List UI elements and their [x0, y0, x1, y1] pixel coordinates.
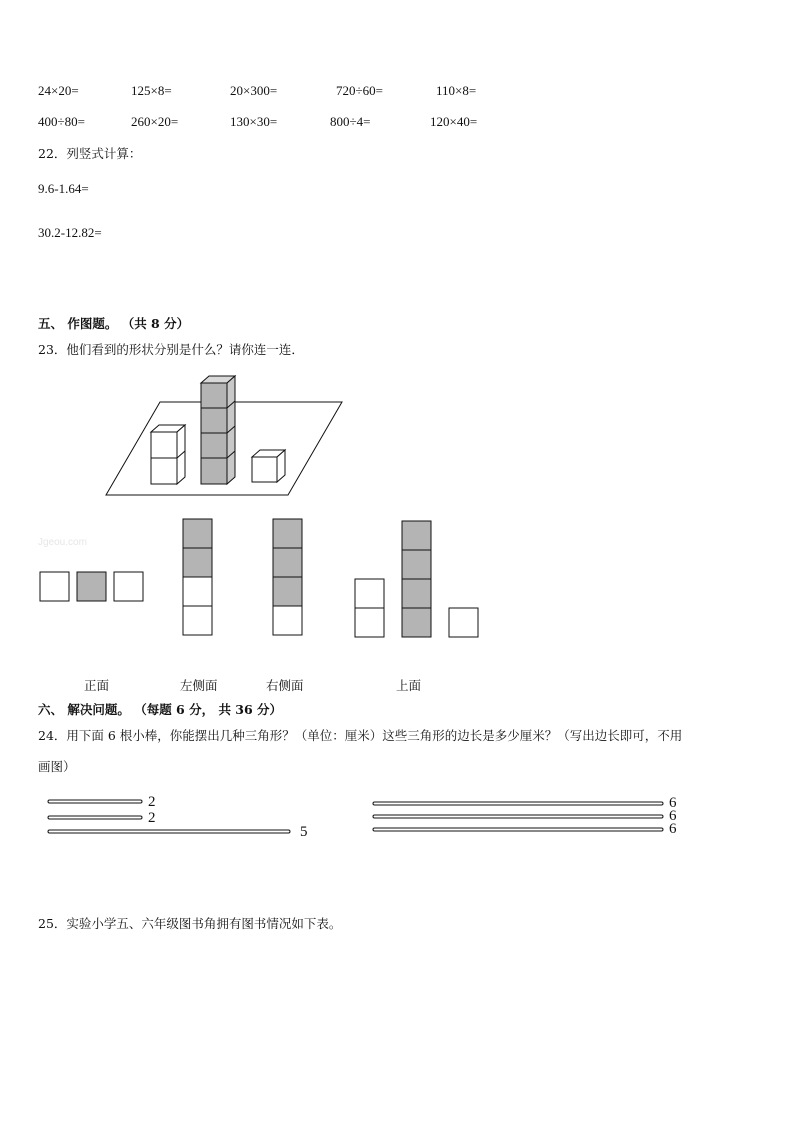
question-24-text-cont: 画图）: [38, 759, 76, 774]
calc-item: 125×8=: [131, 83, 172, 98]
view-label-front: 正面: [84, 678, 110, 693]
right-sticks: [373, 802, 663, 831]
calc-item: 800÷4=: [330, 114, 371, 129]
stick: [48, 816, 142, 819]
stick-length-label: 2: [148, 810, 156, 826]
question-23-title: 23．他们看到的形状分别是什么？请你连一连．: [38, 342, 304, 357]
left-sticks: [48, 800, 290, 833]
view-option-4: [355, 521, 478, 637]
view-label-left-side: 左侧面: [180, 678, 218, 693]
calc-item: 120×40=: [430, 114, 478, 129]
stick: [48, 830, 290, 833]
view-label-right-side: 右侧面: [266, 678, 304, 693]
question-25-text: 25．实验小学五、六年级图书角拥有图书情况如下表。: [38, 916, 342, 931]
watermark: Jgeou.com: [38, 537, 87, 548]
section-6-heading: 六、 解决问题。 （每题 6 分， 共 36 分）: [38, 702, 283, 717]
section-5-heading: 五、 作图题。 （共 8 分）: [38, 316, 190, 331]
left-cube-stack: [151, 425, 185, 484]
calc-item: 110×8=: [436, 83, 477, 98]
stick-length-label: 6: [669, 821, 677, 837]
view-option-2: [183, 519, 212, 635]
stick-length-label: 5: [300, 824, 308, 840]
view-option-1: [40, 572, 143, 601]
middle-cube-stack: [201, 376, 235, 484]
right-single-cube: [252, 450, 285, 482]
vertical-calc-item: 30.2-12.82=: [38, 225, 102, 240]
stick-length-label: 6: [669, 808, 677, 824]
stick-length-label: 6: [669, 795, 677, 811]
stick: [48, 800, 142, 803]
vertical-calc-item: 9.6-1.64=: [38, 181, 89, 196]
calc-item: 260×20=: [131, 114, 179, 129]
view-label-top: 上面: [396, 678, 422, 693]
calc-item: 130×30=: [230, 114, 278, 129]
calc-item: 720÷60=: [336, 83, 383, 98]
calc-item: 24×20=: [38, 83, 79, 98]
stick: [373, 815, 663, 818]
calc-item: 400÷80=: [38, 114, 85, 129]
question-22-title: 22．列竖式计算：: [38, 146, 142, 161]
stick: [373, 828, 663, 831]
view-option-3: [273, 519, 302, 635]
question-24-text: 24．用下面 6 根小棒，你能摆出几种三角形？（单位：厘米）这些三角形的边长是多少厘米？（写出边长即可，不用: [38, 728, 683, 743]
stick: [373, 802, 663, 805]
calc-item: 20×300=: [230, 83, 278, 98]
stick-length-label: 2: [148, 794, 156, 810]
